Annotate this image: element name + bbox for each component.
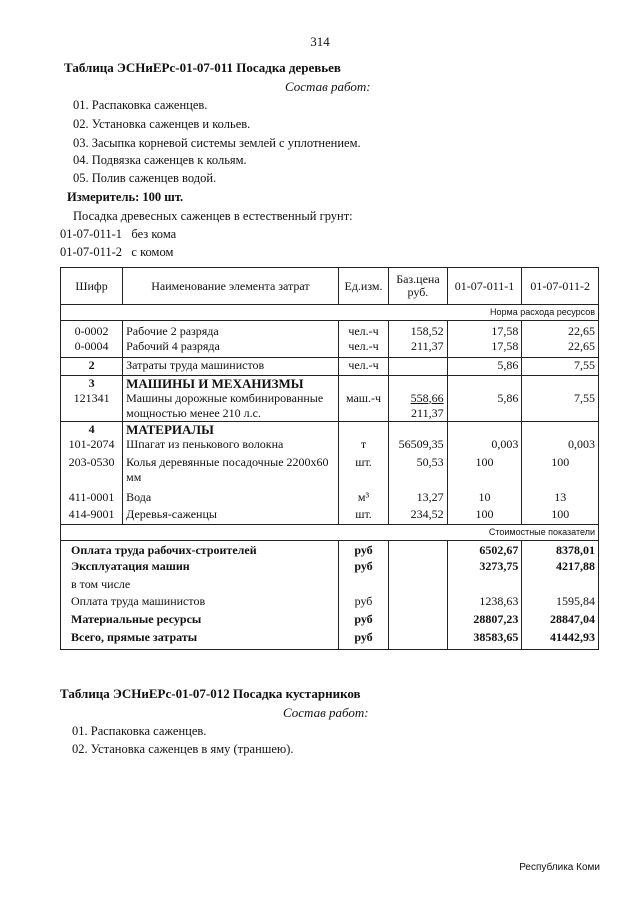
- cost-name: Оплата труда рабочих-строителей: [61, 541, 339, 559]
- cell-name: Шпагат из пенькового волокна: [123, 437, 339, 455]
- work-item: 01. Распаковка саженцев.: [72, 724, 207, 738]
- work-item: 03. Засыпка корневой системы землей с уплотнением.: [73, 136, 361, 150]
- cost-value-2: 1595,84: [522, 594, 599, 612]
- cell-code: 203-0530: [61, 455, 123, 487]
- header-price-line1: Баз.цена: [396, 272, 440, 286]
- cell-price: 50,53: [389, 455, 447, 487]
- cell-name-line2: мм: [126, 469, 142, 484]
- cell-code: 0-0002: [61, 321, 123, 340]
- work-item: 02. Установка саженцев и кольев.: [73, 117, 251, 131]
- footer-region: Республика Коми: [519, 862, 600, 873]
- table-row: [61, 487, 599, 507]
- cell-value-2: 100: [522, 455, 599, 487]
- cost-name: Всего, прямые затраты: [61, 630, 339, 650]
- cell-unit: маш.-ч: [338, 391, 388, 422]
- cost-label-row: [61, 525, 599, 541]
- cost-name: Оплата труда машинистов: [61, 594, 339, 612]
- cell-unit: чел.-ч: [338, 357, 388, 375]
- cell-price: 56509,35: [389, 437, 447, 455]
- header-col1: 01-07-011-1: [447, 268, 522, 305]
- cell-name: [123, 455, 339, 487]
- table2-title: Таблица ЭСНиЕРс-01-07-012 Посадка кустарников: [60, 686, 361, 701]
- cell-value-2: 22,65: [522, 339, 599, 357]
- cell-price: 211,37: [389, 339, 447, 357]
- cell-name-line1: Колья деревянные посадочные 2200х60: [126, 454, 329, 469]
- meter: Измеритель: 100 шт.: [67, 190, 184, 204]
- cell-value-2: 22,65: [522, 321, 599, 340]
- cell-code: 0-0004: [61, 339, 123, 357]
- cell-name-line2: мощностью менее 210 л.с.: [126, 405, 261, 420]
- cost-unit: руб: [338, 630, 388, 650]
- cell-value-1: 17,58: [447, 321, 522, 340]
- section-heading: [61, 421, 599, 437]
- header-name: Наименование элемента затрат: [123, 268, 339, 305]
- cell-price: 158,52: [389, 321, 447, 340]
- cost-row: [61, 630, 599, 650]
- cost-value-1: 3273,75: [447, 559, 522, 577]
- table-row: [61, 321, 599, 340]
- section-name: МАШИНЫ И МЕХАНИЗМЫ: [123, 375, 339, 391]
- cost-row: [61, 541, 599, 559]
- table-row: [61, 455, 599, 487]
- table-row: [61, 507, 599, 525]
- cost-row: [61, 559, 599, 577]
- variant-name: без кома: [131, 227, 177, 241]
- cell-price: 234,52: [389, 507, 447, 525]
- cell-price-line1: 558,66: [410, 390, 444, 405]
- work-item: 02. Установка саженцев в яму (траншею).: [72, 742, 294, 756]
- cell-unit: т: [338, 437, 388, 455]
- cost-unit: руб: [338, 612, 388, 630]
- cell-unit: шт.: [338, 507, 388, 525]
- cell-name: Затраты труда машинистов: [123, 357, 339, 375]
- cell-name: Деревья-саженцы: [123, 507, 339, 525]
- page-number: 314: [310, 34, 330, 49]
- cell-unit: чел.-ч: [338, 321, 388, 340]
- work-item: 05. Полив саженцев водой.: [73, 171, 217, 185]
- cell-value-2: 0,003: [522, 437, 599, 455]
- cell-unit: шт.: [338, 455, 388, 487]
- cost-value-2: 4217,88: [522, 559, 599, 577]
- table1-title: Таблица ЭСНиЕРс-01-07-011 Посадка деревьев: [64, 60, 341, 75]
- header-col2: 01-07-011-2: [522, 268, 599, 305]
- variant-code: 01-07-011-1: [60, 227, 123, 241]
- intro-text: Посадка древесных саженцев в естественный грунт:: [73, 209, 353, 223]
- cell-code: 411-0001: [61, 487, 123, 507]
- cell-code: 121341: [61, 391, 123, 422]
- cell-price-line2: 211,37: [411, 405, 444, 420]
- variant-1: [60, 227, 176, 242]
- variant-2: [60, 245, 173, 260]
- section-code: 4: [61, 421, 123, 437]
- section-heading: [61, 375, 599, 391]
- cost-value-1: 6502,67: [447, 541, 522, 559]
- cell-unit: м³: [338, 487, 388, 507]
- cost-name: Материальные ресурсы: [61, 612, 339, 630]
- cost-row: [61, 612, 599, 630]
- cost-name: в том числе: [61, 577, 339, 594]
- cell-value-1: 10: [447, 487, 522, 507]
- cost-unit: [338, 577, 388, 594]
- cost-value-1: 38583,65: [447, 630, 522, 650]
- variant-name: с комом: [131, 245, 174, 259]
- cost-row: [61, 594, 599, 612]
- cost-name: Эксплуатация машин: [61, 559, 339, 577]
- cost-value-2: [522, 577, 599, 594]
- cell-value-1: 100: [447, 455, 522, 487]
- resource-table: [60, 267, 599, 650]
- cell-value-2: 7,55: [522, 357, 599, 375]
- table1-subtitle: Состав работ:: [285, 79, 371, 94]
- table-row: [61, 437, 599, 455]
- section-code: 3: [61, 375, 123, 391]
- cost-unit: руб: [338, 594, 388, 612]
- cell-price: 13,27: [389, 487, 447, 507]
- table-row-machinists: [61, 357, 599, 375]
- cell-value-1: 100: [447, 507, 522, 525]
- cell-value-1: 5,86: [447, 391, 522, 422]
- cell-value-1: 5,86: [447, 357, 522, 375]
- header-code: Шифр: [61, 268, 123, 305]
- header-price: [389, 268, 447, 305]
- cost-unit: руб: [338, 559, 388, 577]
- cell-name: Вода: [123, 487, 339, 507]
- cost-unit: руб: [338, 541, 388, 559]
- cell-name: Рабочие 2 разряда: [123, 321, 339, 340]
- table-row-machine: [61, 391, 599, 422]
- cell-name: Рабочий 4 разряда: [123, 339, 339, 357]
- cell-value-2: 7,55: [522, 391, 599, 422]
- variant-code: 01-07-011-2: [60, 245, 123, 259]
- cell-value-1: 0,003: [447, 437, 522, 455]
- header-unit: Ед.изм.: [338, 268, 388, 305]
- cell-price: [389, 357, 447, 375]
- header-price-line2: руб.: [407, 285, 429, 299]
- table-header: [61, 268, 599, 305]
- cell-value-2: 100: [522, 507, 599, 525]
- cell-code: 101-2074: [61, 437, 123, 455]
- cell-value-2: 13: [522, 487, 599, 507]
- table2-subtitle: Состав работ:: [283, 705, 369, 720]
- section-name: МАТЕРИАЛЫ: [123, 421, 339, 437]
- table-row: [61, 339, 599, 357]
- cell-price: [389, 391, 447, 422]
- work-item: 01. Распаковка саженцев.: [73, 98, 208, 112]
- cell-name-line1: Машины дорожные комбинированные: [126, 390, 324, 405]
- cost-value-2: 8378,01: [522, 541, 599, 559]
- cost-value-2: 28847,04: [522, 612, 599, 630]
- cost-value-1: 28807,23: [447, 612, 522, 630]
- cost-value-1: 1238,63: [447, 594, 522, 612]
- cell-name: [123, 391, 339, 422]
- cell-unit: чел.-ч: [338, 339, 388, 357]
- cell-value-1: 17,58: [447, 339, 522, 357]
- cell-code: 2: [61, 357, 123, 375]
- cost-label: Стоимостные показатели: [447, 525, 598, 541]
- work-item: 04. Подвязка саженцев к кольям.: [73, 153, 247, 167]
- cost-value-2: 41442,93: [522, 630, 599, 650]
- cost-value-1: [447, 577, 522, 594]
- cell-code: 414-9001: [61, 507, 123, 525]
- norms-row: [61, 305, 599, 321]
- norms-label: Норма расхода ресурсов: [447, 305, 598, 321]
- cost-row: [61, 577, 599, 594]
